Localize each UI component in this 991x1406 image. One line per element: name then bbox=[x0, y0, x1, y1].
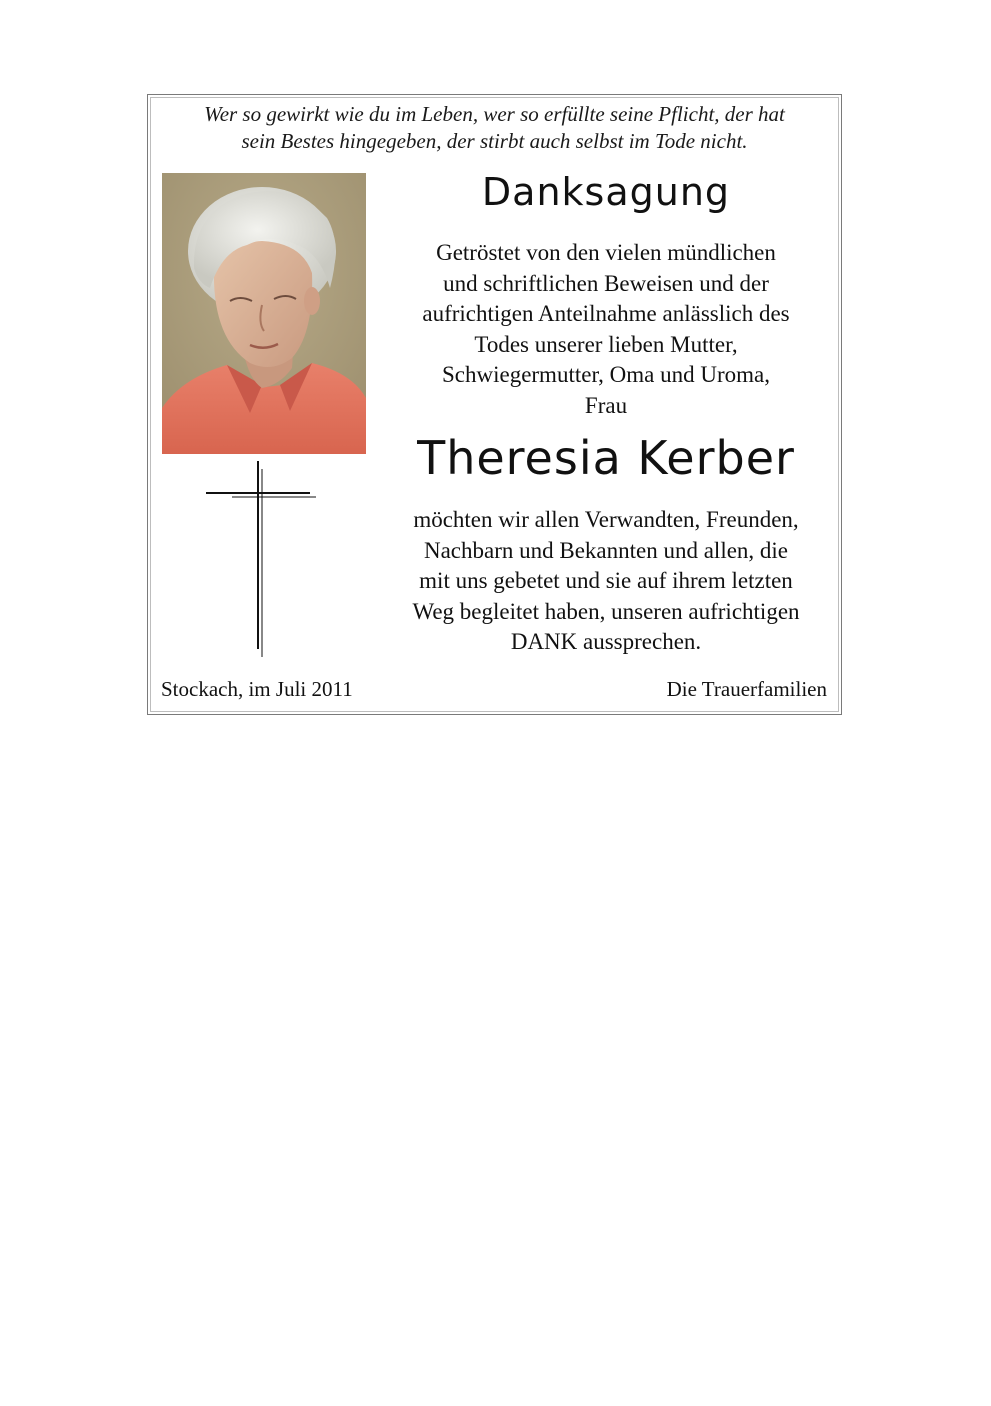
thanks-line: mit uns gebetet und sie auf ihrem letzten bbox=[419, 568, 793, 593]
quote-line: Wer so gewirkt wie du im Leben, wer so erfüllte seine Pflicht, der hat bbox=[204, 102, 785, 126]
signature: Die Trauerfamilien bbox=[666, 677, 827, 701]
intro-line: aufrichtigen Anteilnahme anlässlich des bbox=[422, 301, 790, 326]
portrait-photo bbox=[162, 173, 366, 454]
place-date: Stockach, im Juli 2011 bbox=[161, 677, 353, 701]
intro-line: Todes unserer lieben Mutter, bbox=[474, 331, 738, 357]
notice-heading: Danksagung bbox=[481, 170, 731, 214]
intro-line: Schwiegermutter, Oma und Uroma, bbox=[441, 362, 771, 387]
thanks-text bbox=[378, 505, 834, 658]
intro-line: und schriftlichen Beweisen und der bbox=[443, 270, 769, 296]
memorial-quote bbox=[148, 101, 841, 155]
cross-icon bbox=[202, 461, 318, 657]
deceased-name: Theresia Kerber bbox=[417, 431, 795, 485]
intro-line: Frau bbox=[584, 392, 628, 418]
thanks-line: Nachbarn und Bekannten und allen, die bbox=[423, 537, 789, 563]
thanks-line: Weg begleitet haben, unseren aufrichtigen bbox=[412, 598, 800, 624]
intro-text bbox=[378, 238, 834, 421]
intro-line: Getröstet von den vielen mündlichen bbox=[436, 240, 776, 265]
thanks-line: DANK aussprechen. bbox=[510, 629, 702, 654]
thanks-line: möchten wir allen Verwandten, Freunden, bbox=[413, 507, 799, 532]
obituary-notice bbox=[147, 94, 842, 715]
quote-line: sein Bestes hingegeben, der stirbt auch selbst im Tode nicht. bbox=[241, 129, 748, 153]
